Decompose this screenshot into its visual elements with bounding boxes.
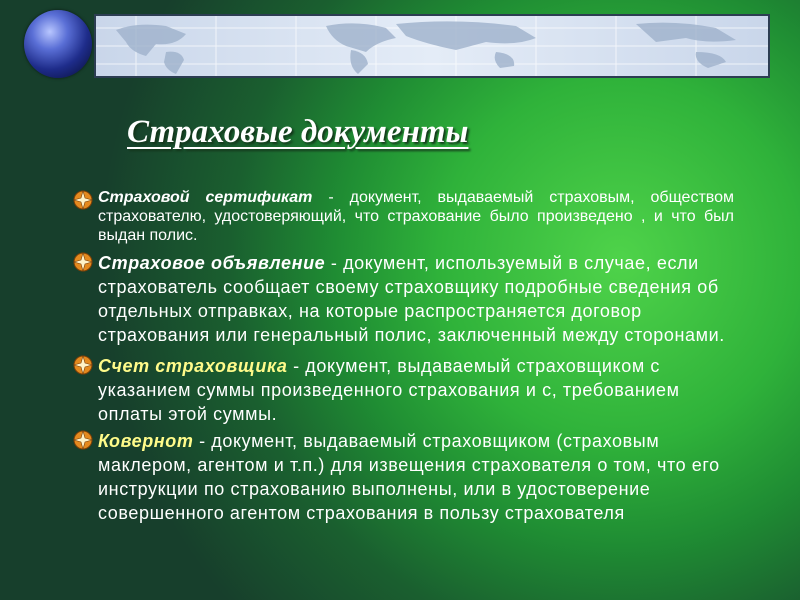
compass-bullet-icon [72, 354, 94, 376]
compass-bullet-icon [72, 251, 94, 273]
term-label: Ковернот [98, 431, 194, 451]
term-label: Счет страховщика [98, 356, 288, 376]
list-item [72, 251, 734, 347]
compass-bullet-icon [72, 189, 94, 211]
world-map-icon [96, 16, 768, 76]
term-description: - документ, выдаваемый страховщиком с указанием суммы произведенного страхования и с, требованием оплаты этой суммы. [98, 356, 680, 424]
document-list [72, 188, 734, 525]
compass-bullet-icon [72, 429, 94, 451]
list-item [72, 354, 734, 426]
term-label: Страховое объявление [98, 253, 326, 273]
term-description: - документ, выдаваемый страховщиком (страховым маклером, агентом и т.п.) для извещения страхователя о том, что его инструкции по страхованию выполнены, или в удостоверение совершенного агентом страхования в пользу страхователя [98, 431, 720, 523]
term-description: - документ, выдаваемый страховым, обществом страхователю, удостоверяющий, что страхование было произведено , и что был выдан полис. [98, 189, 735, 244]
term-label: Страховой сертификат [98, 189, 313, 206]
page-title: Страховые документы [127, 114, 469, 150]
globe-icon [24, 10, 92, 78]
term-description: - документ, используемый в случае, если страхователь сообщает своему страховщику подробные сведения об отдельных отправках, на которые распространяется договор страхования или генеральный полис, заключенный между сторонами. [98, 253, 725, 345]
list-item [72, 188, 734, 245]
list-item [72, 429, 734, 525]
header-banner [94, 14, 770, 78]
